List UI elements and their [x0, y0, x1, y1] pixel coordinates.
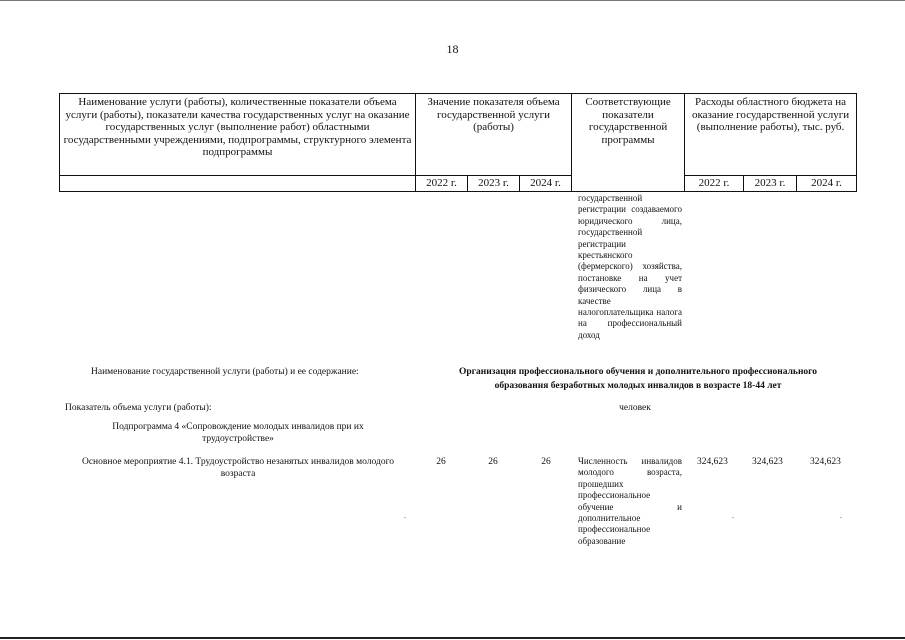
activity-indicator: Численность инвалидов молодого возраста, прошедших профессиональное обучение и дополнительное профессиональное образование [578, 456, 682, 546]
year-2023-volume: 2023 г. [468, 176, 520, 192]
activity-value-2024: 26 [541, 457, 551, 467]
scan-speck [732, 517, 734, 518]
header-volume-value: Значение показателя объема государственной услуги (работы) [416, 94, 572, 176]
year-2024-expenses: 2024 г. [797, 176, 857, 192]
activity-expense-2024: 324,623 [810, 457, 841, 467]
scan-top-edge [0, 0, 905, 1]
year-2024-volume: 2024 г. [520, 176, 572, 192]
header-program-indicators: Соответствующие показатели государственной программы [572, 94, 685, 192]
subprogram-title: Подпрограмма 4 «Сопровождение молодых инвалидов при их трудоустройстве» [112, 422, 364, 444]
year-2023-expenses: 2023 г. [744, 176, 797, 192]
header-table [59, 93, 857, 192]
volume-indicator-value: человек [619, 403, 651, 413]
activity-expense-2022: 324,623 [697, 457, 728, 467]
scan-bottom-edge [0, 637, 905, 639]
header-service-name: Наименование услуги (работы), количественные показатели объема услуги (работы), показатели качества государственных услуг на оказание государственных услуг (выполнение работ) областными государственными учреждениями, подпрограммы, структурного элемента подпрограммы [60, 94, 416, 176]
scan-speck [404, 517, 406, 518]
service-name-label: Наименование государственной услуги (работы) и ее содержание: [91, 367, 359, 377]
scan-speck [840, 517, 842, 518]
year-2022-expenses: 2022 г. [685, 176, 744, 192]
continued-indicator-text: государственной регистрации создаваемого юридического лица, государственной регистрации крестьянского (фермерского) хозяйства, постановке на учет физического лица в качестве налогоплательщика налога на профессиональный доход [578, 193, 682, 340]
activity-value-2023: 26 [488, 457, 498, 467]
activity-expense-2023: 324,623 [752, 457, 783, 467]
year-2022-volume: 2022 г. [416, 176, 468, 192]
page-number: 18 [446, 42, 459, 56]
activity-value-2022: 26 [436, 457, 446, 467]
service-name-value: Организация профессионального обучения и дополнительного профессионального образования безработных молодых инвалидов в возрасте 18-44 лет [458, 367, 818, 391]
header-empty-cell [60, 176, 416, 192]
header-expenses: Расходы областного бюджета на оказание государственной услуги (выполнение работы), тыс. руб. [685, 94, 857, 176]
volume-indicator-label: Показатель объема услуги (работы): [65, 403, 212, 413]
activity-name: Основное мероприятие 4.1. Трудоустройство незанятых инвалидов молодого возраста [81, 457, 395, 479]
